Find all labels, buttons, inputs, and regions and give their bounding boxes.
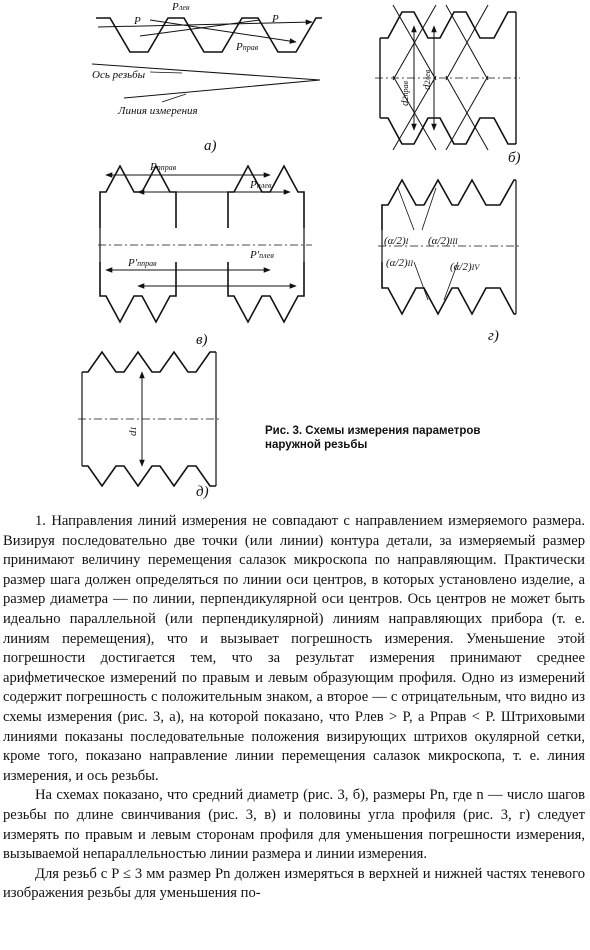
figure-caption bbox=[265, 424, 555, 452]
label-d: д) bbox=[196, 484, 209, 500]
caption-line-1: Рис. 3. Схемы измерения параметров bbox=[265, 425, 481, 437]
label-p: P bbox=[134, 15, 141, 27]
thread-v-right-bottom bbox=[228, 262, 304, 322]
label-p-2: P bbox=[272, 13, 279, 25]
label-d2prav: d2прав bbox=[399, 81, 411, 106]
label-a: а) bbox=[204, 138, 217, 154]
paragraph-3: Для резьб с P ≤ 3 мм размер Pn должен измеряться в верхней и нижней частях теневого изображения резьбы для уменьшения по- bbox=[3, 865, 585, 902]
label-alpha-3: (α/2)III bbox=[428, 235, 458, 247]
scheme-a bbox=[92, 18, 322, 102]
label-thread-axis: Ось резьбы bbox=[92, 69, 146, 81]
label-alpha-2: (α/2)II bbox=[386, 257, 413, 269]
label-v: в) bbox=[196, 332, 208, 348]
label-b: б) bbox=[508, 150, 521, 166]
label-pn-prav: Pnправ bbox=[150, 161, 177, 173]
thread-profile-b-top bbox=[380, 12, 516, 38]
label-p-lev: Pлев bbox=[172, 1, 190, 13]
caption-line-2: наружной резьбы bbox=[265, 439, 368, 451]
thread-g-top bbox=[382, 180, 516, 230]
thread-d-bottom bbox=[82, 466, 216, 486]
thread-v-left-bottom bbox=[100, 262, 176, 322]
label-pn-lev-prime: P'nлев bbox=[250, 249, 274, 261]
scheme-v bbox=[98, 166, 312, 322]
scheme-b bbox=[375, 5, 520, 150]
scheme-d bbox=[78, 352, 222, 486]
thread-profile-a bbox=[96, 18, 322, 52]
thread-profile-b-bottom bbox=[380, 118, 516, 144]
label-pn-lev: Pnлев bbox=[250, 179, 272, 191]
leader-axis bbox=[150, 72, 182, 73]
label-measurement-line: Линия измерения bbox=[118, 105, 198, 117]
thread-g-bottom bbox=[382, 262, 516, 314]
label-alpha-1: (α/2)I bbox=[384, 235, 409, 247]
thread-d-top bbox=[82, 352, 216, 372]
measure-line-p bbox=[98, 22, 312, 27]
paragraph-1: 1. Направления линий измерения не совпадают с направлением измеряемого размера. Визируя последовательно две точки (или линии) контура детали, за измеряемый размер принимают величину перемещения салазок микроскопа по направляющим. Практически размер шага должен определяться по линии оси центров, в которых установлено изделие, а размер диаметра — по линии, перпендикулярной оси центров. Ось центров не может быть идеально параллельной (или перпендикулярной) линиям направляющих прибора (т. е. линиям перемещения), что и вызывает погрешность измерения. Уменьшение этой погрешности достигается тем, что за результат измерения принимают среднее арифметическое измерений по правым и левым образующим профиля. Одно из измерений содержит погрешность с положительным знаком, а второе — с отрицательным, что видно из схемы измерения (рис. 3, а), на которой показано, что Pлев > P, а Pправ < P. Штриховыми линиями показаны последовательные положения визирующих штрихов окулярной сетки, кроме того, показано направление линии перемещения салазок микроскопа, т. е. линия измерения, и ось резьбы. bbox=[3, 513, 585, 784]
label-d2lev: d2лев bbox=[421, 69, 433, 90]
scheme-g bbox=[378, 180, 520, 314]
label-pn-prav-prime: P'nправ bbox=[128, 257, 157, 269]
paragraph-2: На схемах показано, что средний диаметр (рис. 3, б), размеры Pn, где n — число шагов резьбы по длине свинчивания (рис. 3, в) и половины угла профиля (рис. 3, г) следует измерять по правым и левым сторонам профиля для уменьшения погрешности измерения, вызываемой непараллельностью линии размера и линии измерения. bbox=[3, 787, 585, 863]
measurement-line bbox=[124, 80, 320, 98]
label-alpha-4: (α/2)IV bbox=[450, 261, 480, 273]
leader-meas bbox=[162, 94, 186, 102]
label-g: г) bbox=[488, 328, 499, 344]
body-text bbox=[3, 512, 585, 904]
label-d1: d1 bbox=[127, 426, 139, 436]
label-p-prav: Pправ bbox=[236, 41, 259, 53]
